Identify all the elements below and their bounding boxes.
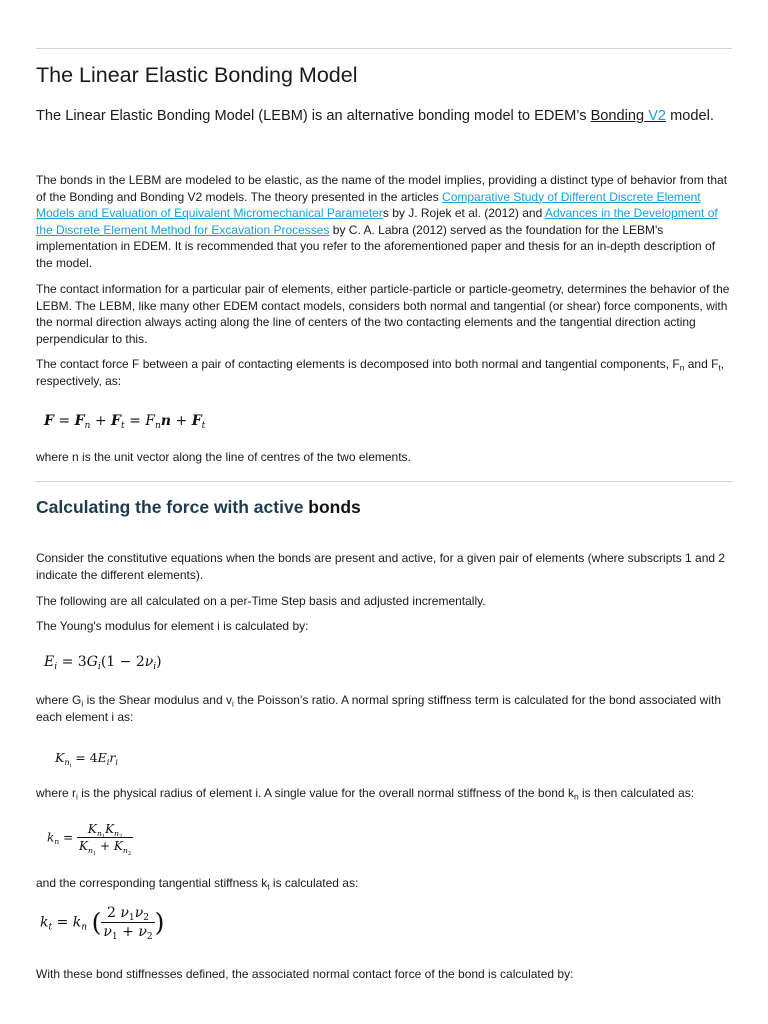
top-divider xyxy=(36,48,732,49)
tangential-stiffness-equation: $k_t = k_n$ ( $\frac{2 \nu_1\nu_2}{\nu_1 + \nu_2}$ ) xyxy=(40,905,165,943)
radius-paragraph: where $r_i$ is the physical radius of element i. A single value for the overall normal stiffness of the bond $k_n$ is then calculated as: xyxy=(36,786,695,802)
page-title: The Linear Elastic Bonding Model xyxy=(36,63,358,87)
tangential-stiffness-paragraph: and the corresponding tangential stiffness $k_t$ is calculated as: xyxy=(36,876,359,892)
overall-normal-stiffness-equation: $k_n$ = $\frac{K_{n_1}K_{n_2}}{K_{n_1} + K_{n_2}}$ xyxy=(47,822,132,857)
contact-info-paragraph: The contact information for a particular pair of elements, either particle-particle or particle-geometry, determines the behavior of the LEBM. The LEBM, like many other EDEM contact models, considers both normal and tangential (or shear) force components, with the normal direction always acting along the line of centers of the two contacting elements and the tangential direction acting perpendicular to this. xyxy=(36,282,730,346)
shear-modulus-paragraph: where $G_i$ is the Shear modulus and $v_i$ the Poisson’s ratio. A normal spring stiffness term is calculated for the bond associated with each element i as: xyxy=(36,693,722,724)
section-heading: Calculating the force with active bonds xyxy=(36,497,361,517)
normal-spring-stiffness-equation: $K_{n_i} = 4E_ir_i$ xyxy=(55,750,118,769)
youngs-modulus-equation: $E_i = 3G_i(1 - 2\nu_i)$ xyxy=(44,654,162,673)
labra-thesis-link[interactable]: Advances in the Development of the Discrete Element Method for Excavation Processes xyxy=(36,206,718,237)
rojek-article-link[interactable]: Comparative Study of Different Discrete Element Models and Evaluation of Equivalent Micromechanical Parameter xyxy=(36,189,701,220)
youngs-modulus-paragraph: The Young's modulus for element i is calculated by: xyxy=(36,619,309,633)
force-decomposition-equation: $F = F_n + F_t = F_nn + F_t$ xyxy=(44,413,206,432)
unit-vector-paragraph: where n is the unit vector along the line of centres of the two elements. xyxy=(36,450,411,464)
contact-force-paragraph: The contact force F between a pair of contacting elements is decomposed into both normal and tangential components, $F_n$ and $F_t$, respectively, as: xyxy=(36,357,725,388)
bonding-v2-link[interactable]: Bonding V2 xyxy=(590,108,667,124)
lead-paragraph: The Linear Elastic Bonding Model (LEBM) is an alternative bonding model to EDEM’s Bonding V2 model. xyxy=(36,108,714,124)
constitutive-paragraph: Consider the constitutive equations when the bonds are present and active, for a given pair of elements (where subscripts 1 and 2 indicate the different elements). xyxy=(36,551,726,582)
bond-force-paragraph: With these bond stiffnesses defined, the associated normal contact force of the bond is calculated by: xyxy=(36,967,574,981)
intro-paragraph: The bonds in the LEBM are modeled to be elastic, as the name of the model implies, providing a distinct type of behavior from that of the Bonding and Bonding V2 models. The theory presented in the articles Comparative Study of Different Discrete Element Models and Evaluation of Equivalent Micromechanical Parameters by J. Rojek et al. (2012) and Advances in the Development of the Discrete Element Method for Excavation Processes by C. A. Labra (2012) served as the foundation for the LEBM's implementation in EDEM. It is recommended that you refer to the aforementioned paper and thesis for an in-depth description of the model. xyxy=(36,173,728,270)
per-timestep-paragraph: The following are all calculated on a per-Time Step basis and adjusted incrementally. xyxy=(36,594,486,608)
section-divider xyxy=(36,481,732,482)
